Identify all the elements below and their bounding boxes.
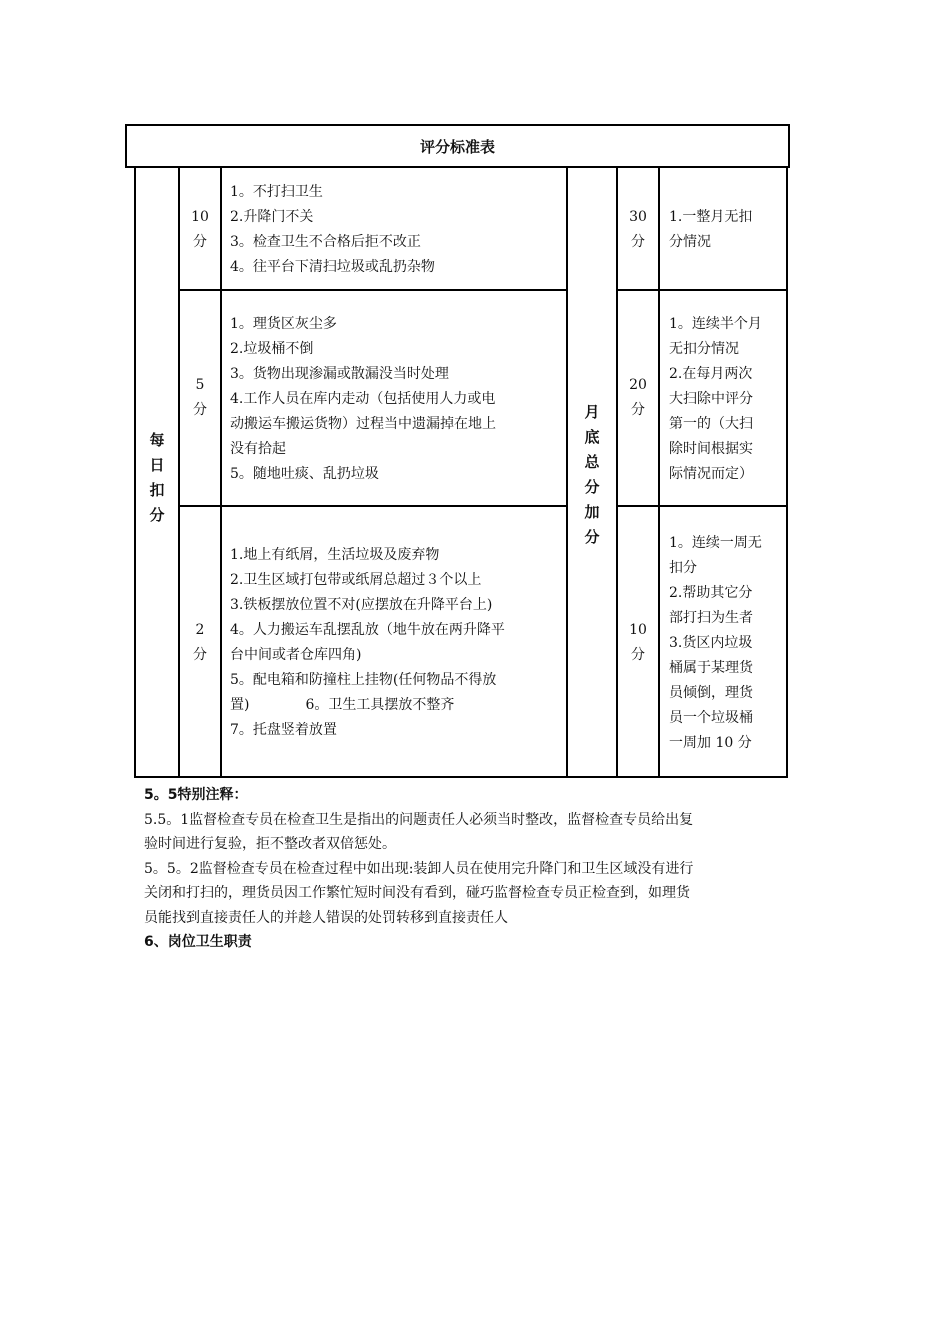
- divider: [616, 505, 788, 507]
- divider: [220, 168, 222, 776]
- monthly-criteria: 1。连续半个月 无扣分情况 2.在每月两次 大扫除中评分 第一的（大扫 除时间根据实 际情况而定）: [669, 316, 762, 482]
- divider: [616, 289, 788, 291]
- daily-deduction-label: 每 日 扣 分: [149, 431, 165, 524]
- divider: [178, 289, 568, 291]
- table-title: 评分标准表: [125, 124, 790, 168]
- monthly-criteria: 1。连续一周无 扣分 2.帮助其它分 部打扫为生者 3.货区内垃圾 桶属于某理货 员倾倒，理货 员一个垃圾桶 一周加 10 分: [669, 535, 762, 751]
- daily-points: 5 分: [193, 377, 207, 418]
- divider: [658, 168, 660, 776]
- monthly-points: 10 分: [629, 622, 647, 663]
- daily-points: 10 分: [191, 209, 209, 250]
- note-paragraph: 5。5。2监督检查专员在检查过程中如出现:装卸人员在使用完升降门和卫生区域没有进行 关闭和打扫的，理货员因工作繁忙短时间没有看到，碰巧监督检查专员正检查到，如理货 员能找到直接责任人的并趁人错误的处罚转移到直接责任人: [144, 860, 694, 926]
- divider: [178, 505, 568, 507]
- monthly-points: 20 分: [629, 377, 647, 418]
- daily-criteria: 1.地上有纸屑，生活垃圾及废弃物 2.卫生区域打包带或纸屑总超过３个以上 3.铁板摆放位置不对(应摆放在升降平台上) 4。人力搬运车乱摆乱放（地牛放在两升降平 台中间或者仓库四角) 5。配电箱和防撞柱上挂物(任何物品不得放 置) 6。卫生工具摆放不整齐 7。托盘竖着放置: [230, 547, 505, 738]
- daily-criteria: 1。理货区灰尘多 2.垃圾桶不倒 3。货物出现渗漏或散漏没当时处理 4.工作人员在库内走动（包括使用人力或电 动搬运车搬运货物）过程当中遗漏掉在地上 没有拾起 5。随地吐痰、乱扔垃圾: [230, 316, 496, 482]
- monthly-criteria: 1.一整月无扣 分情况: [669, 209, 753, 250]
- divider: [616, 168, 618, 776]
- monthly-points: 30 分: [629, 209, 647, 250]
- section-heading: 6、岗位卫生职责: [144, 934, 252, 950]
- special-notes: [144, 783, 824, 955]
- scoring-table: [134, 166, 788, 778]
- daily-points: 2 分: [193, 622, 207, 663]
- note-paragraph: 5.5。1监督检查专员在检查卫生是指出的问题责任人必须当时整改，监督检查专员给出复 验时间进行复验，拒不整改者双倍惩处。: [144, 811, 694, 852]
- daily-criteria: 1。不打扫卫生 2.升降门不关 3。检查卫生不合格后拒不改正 4。往平台下清扫垃圾或乱扔杂物: [230, 184, 435, 275]
- divider: [178, 168, 180, 776]
- notes-heading: 5。5特别注释：: [144, 787, 248, 803]
- monthly-bonus-label: 月 底 总 分 加 分: [584, 403, 600, 546]
